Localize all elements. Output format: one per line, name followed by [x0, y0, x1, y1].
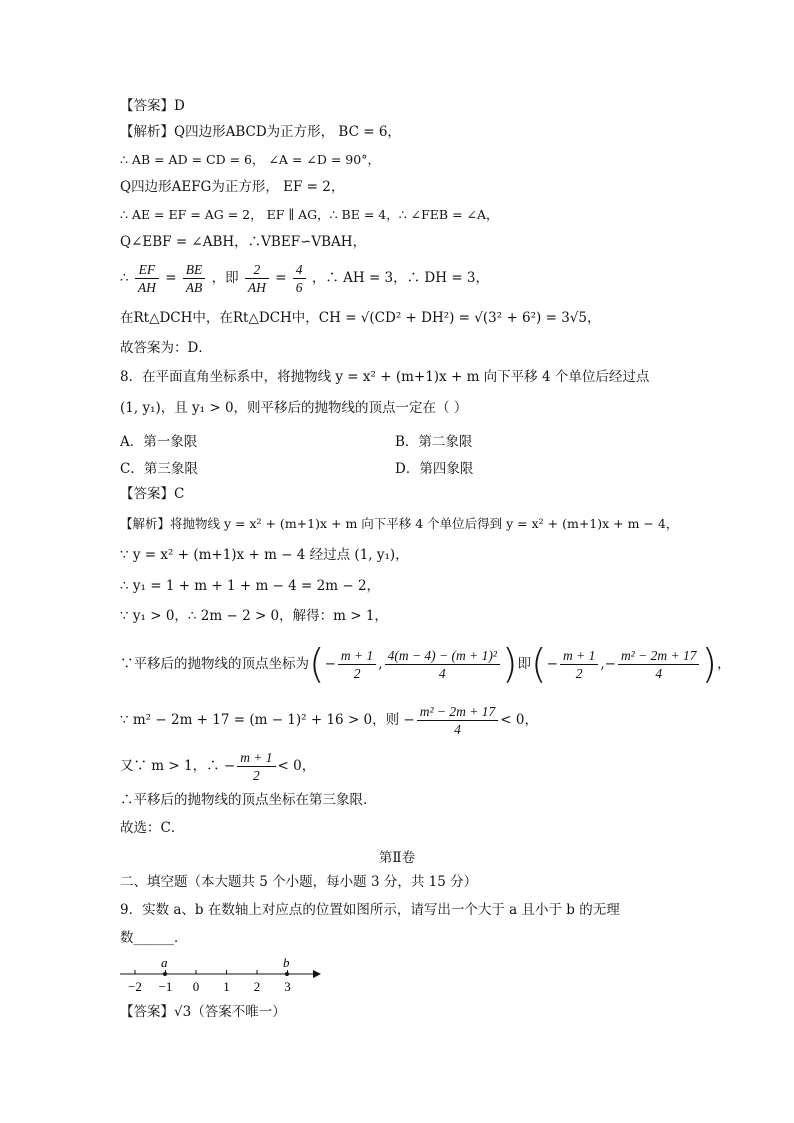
text: ∵平移后的抛物线的顶点坐标为 — [120, 656, 309, 672]
analysis-line — [120, 700, 538, 740]
text: < 0， — [500, 712, 538, 728]
option-a: A．第一象限 — [120, 434, 198, 450]
paren: ( — [309, 641, 325, 688]
label-a: a — [161, 955, 168, 970]
point-a — [163, 972, 167, 976]
text: ， — [717, 656, 731, 672]
point-b — [285, 972, 289, 976]
answer-line-8: 【答案】C — [120, 486, 185, 502]
tick-label: 3 — [284, 979, 291, 994]
conclusion-line: ∴平移后的抛物线的顶点坐标在第三象限. — [120, 792, 368, 808]
conclusion-line: 故选：C． — [120, 820, 185, 836]
text: 又∵ m > 1，∴ − — [120, 758, 236, 774]
paren: ( — [531, 641, 547, 688]
section-heading: 二、填空题（本大题共 5 个小题，每小题 3 分，共 15 分） — [120, 874, 478, 890]
conclusion-line: 故答案为：D． — [120, 340, 212, 356]
analysis-line: Q四边形AEFG为正方形， EF = 2， — [120, 179, 345, 195]
number-line-figure — [115, 950, 325, 996]
fraction: $\frac{\text{m² − 2m + 17}}{4}$ — [618, 647, 700, 682]
text: = — [275, 270, 287, 286]
analysis-line: 在Rt△DCH中，在Rt△DCH中，CH = √(CD² + DH²) = √(3² + 6²) = 3√5， — [120, 310, 601, 326]
analysis-line: ∴ AB = AD = CD = 6， ∠A = ∠D = 90°， — [120, 152, 380, 167]
tick-label: −2 — [128, 979, 142, 994]
analysis-line: 【解析】Q四边形ABCD为正方形， BC = 6， — [120, 124, 401, 140]
section-title: 第Ⅱ卷 — [378, 850, 416, 866]
fraction: $\frac{EF}{AH}$ — [135, 261, 159, 296]
question-8-stem-cont: (1, y₁)，且 y₁ > 0，则平移后的抛物线的顶点一定在（ ） — [120, 400, 468, 416]
text: ，即 — [211, 270, 239, 286]
answer-line-7: 【答案】D — [120, 98, 185, 114]
number-line-arrow — [313, 970, 321, 978]
fraction: $\frac{4}{6}$ — [293, 261, 306, 296]
text: ∴ — [120, 270, 129, 286]
text: − — [324, 656, 336, 672]
fraction: $\frac{\text{4(m − 4) − (m + 1)²}}{4}$ — [385, 647, 500, 682]
tick-label: 2 — [253, 979, 261, 994]
paren: ) — [701, 641, 718, 688]
fraction: $\frac{m + 1}{2}$ — [338, 647, 376, 682]
fraction: $\frac{m + 1}{2}$ — [560, 647, 598, 682]
text: 即 — [517, 656, 532, 672]
analysis-line — [120, 746, 315, 786]
analysis-line: ∵ y₁ > 0，∴ 2m − 2 > 0，解得：m > 1， — [120, 608, 388, 624]
text: = — [165, 270, 177, 286]
tick-label: 1 — [223, 979, 230, 994]
analysis-line: ∴ AE = EF = AG = 2， EF ∥ AG，∴ BE = 4，∴ ∠FEB = ∠A， — [120, 207, 499, 222]
analysis-line: Q∠EBF = ∠ABH，∴VBEF∽VBAH， — [120, 234, 367, 250]
fraction: $\frac{2}{AH}$ — [245, 261, 269, 296]
paren: ) — [501, 641, 518, 688]
fraction: $\frac{BE}{AB}$ — [183, 261, 206, 296]
text: < 0， — [277, 758, 316, 774]
fraction-line — [120, 258, 489, 298]
text: − — [546, 656, 558, 672]
option-d: D．第四象限 — [395, 461, 474, 477]
label-b: b — [283, 955, 290, 970]
question-8-stem: 8．在平面直角坐标系中，将抛物线 y = x² + (m+1)x + m 向下平移 4 个单位后经过点 — [120, 369, 650, 385]
text: ,− — [600, 656, 616, 672]
option-b: B．第二象限 — [395, 434, 473, 450]
text: ，∴ AH = 3，∴ DH = 3， — [311, 270, 490, 286]
fraction: $\frac{m + 1}{2}$ — [237, 749, 275, 784]
tick-label: −1 — [158, 979, 173, 994]
analysis-line: ∵ y = x² + (m+1)x + m − 4 经过点 (1, y₁)， — [120, 547, 409, 563]
option-c: C．第三象限 — [120, 461, 198, 477]
answer-line-9: 【答案】√3（答案不唯一） — [120, 1004, 286, 1020]
tick-label: 0 — [192, 979, 200, 994]
analysis-line: ∴ y₁ = 1 + m + 1 + m − 4 = 2m − 2， — [120, 578, 381, 594]
question-9-stem-cont: 数______． — [120, 930, 188, 946]
text: ∵ m² − 2m + 17 = (m − 1)² + 16 > 0，则 − — [120, 712, 415, 728]
question-9-stem: 9．实数 a、b 在数轴上对应点的位置如图所示，请写出一个大于 a 且小于 b 的无理 — [120, 902, 620, 918]
vertex-line — [120, 640, 731, 688]
fraction: $\frac{\text{m² − 2m + 17}}{4}$ — [417, 703, 499, 738]
analysis-line: 【解析】将抛物线 y = x² + (m+1)x + m 向下平移 4 个单位后得到 y = x² + (m+1)x + m − 4， — [120, 516, 679, 531]
text: , — [378, 656, 383, 672]
